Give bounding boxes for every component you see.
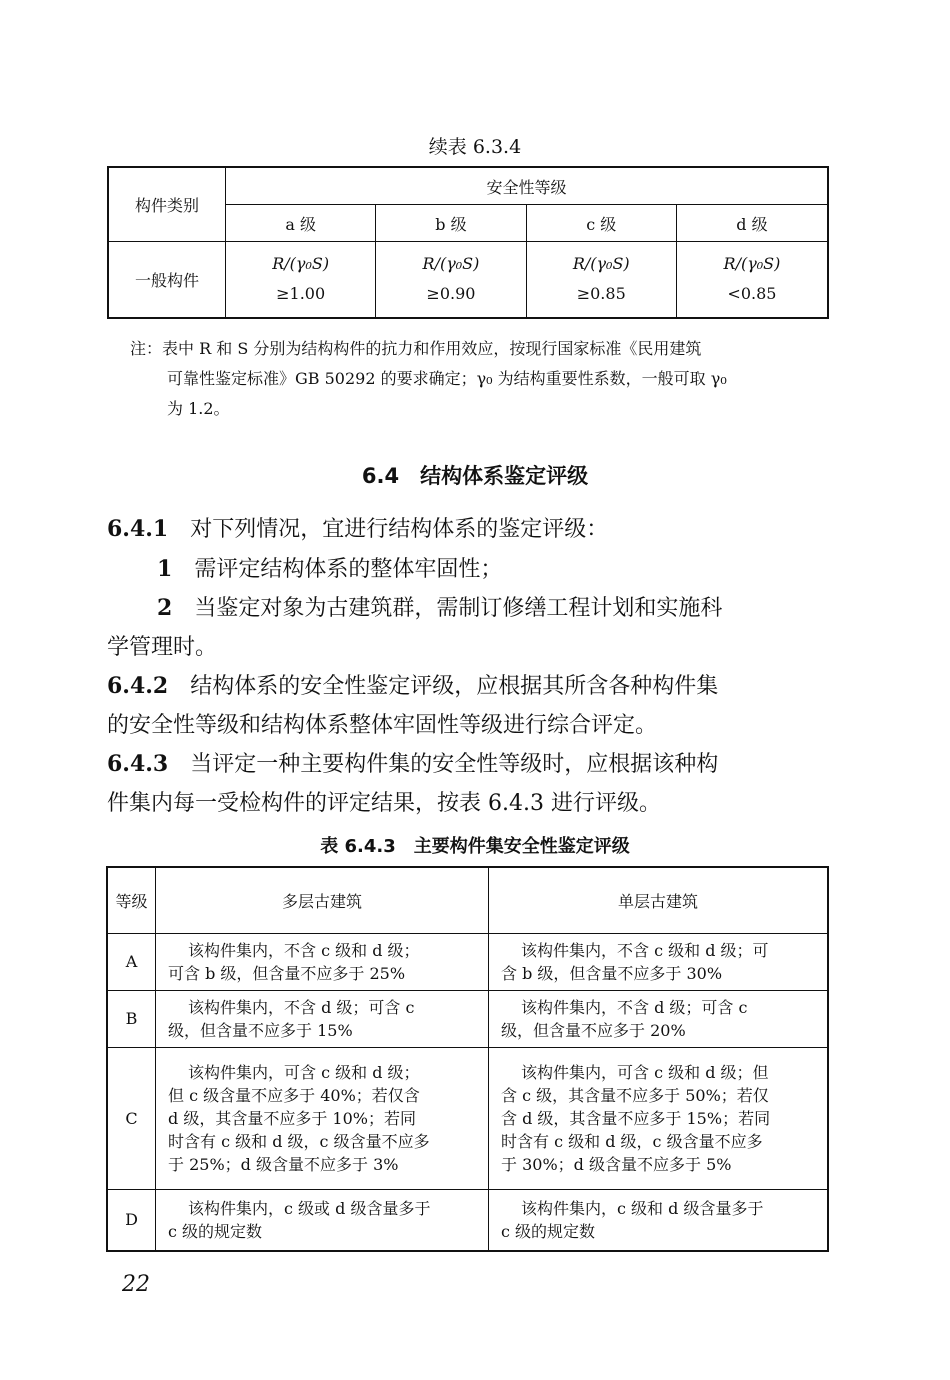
cell-line: 该构件集内，c 级和 d 级含量多于	[521, 1198, 764, 1218]
table-row	[107, 1189, 828, 1251]
table-row	[107, 933, 828, 990]
page-number: 22	[122, 1272, 150, 1297]
formula: R/(γ₀S)	[572, 254, 630, 274]
header-component-type: 构件类别	[108, 167, 226, 242]
multi-storey-cell	[156, 990, 489, 1047]
grade-d-header: d 级	[676, 205, 828, 242]
formula: R/(γ₀S)	[723, 254, 781, 274]
cell-line: 该构件集内，可含 c 级和 d 级；但	[521, 1062, 769, 1082]
grade-b-criterion	[376, 242, 526, 318]
header-single-storey: 单层古建筑	[489, 867, 829, 933]
row-general-component: 一般构件	[108, 242, 226, 318]
clause-6-4-1	[107, 510, 829, 550]
cell-line: c 级的规定数	[501, 1221, 596, 1241]
table-note	[130, 334, 830, 424]
clause-6-4-3-cont: 件集内每一受检构件的评定结果，按表 6.4.3 进行评级。	[107, 790, 661, 816]
cell-line: 于 30%；d 级含量不应多于 5%	[501, 1154, 732, 1174]
clause-item-1	[107, 550, 829, 590]
threshold: ≥0.85	[576, 284, 626, 304]
formula: R/(γ₀S)	[422, 254, 480, 274]
cell-line: 该构件集内，不含 d 级；可含 c	[188, 997, 415, 1017]
cell-line: 该构件集内，不含 d 级；可含 c	[521, 997, 748, 1017]
member-set-safety-table	[106, 866, 829, 1252]
table-row	[107, 990, 828, 1047]
clause-item-2	[107, 589, 829, 629]
table-row	[107, 1047, 828, 1189]
clause-text: 当评定一种主要构件集的安全性等级时，应根据该种构	[190, 752, 719, 777]
item-number: 2	[157, 595, 173, 621]
grade-cell: D	[107, 1189, 156, 1251]
grade-d-criterion	[676, 242, 828, 318]
threshold: ≥0.90	[426, 284, 476, 304]
clause-number: 6.4.1	[107, 516, 169, 542]
single-storey-cell	[489, 933, 829, 990]
clause-text: 结构体系的安全性鉴定评级，应根据其所含各种构件集	[190, 674, 719, 699]
formula: R/(γ₀S)	[272, 254, 330, 274]
grade-a-criterion	[226, 242, 376, 318]
grade-a-header: a 级	[226, 205, 376, 242]
cell-line: c 级的规定数	[168, 1221, 263, 1241]
safety-grade-table-continued	[107, 166, 829, 319]
note-line-3: 为 1.2。	[167, 399, 230, 418]
cell-line: 该构件集内，c 级或 d 级含量多于	[188, 1198, 431, 1218]
clause-number: 6.4.2	[107, 673, 169, 699]
single-storey-cell	[489, 1189, 829, 1251]
cell-line: 该构件集内，不含 c 级和 d 级；	[188, 940, 420, 960]
header-multi-storey: 多层古建筑	[156, 867, 489, 933]
item-text: 当鉴定对象为古建筑群，需制订修缮工程计划和实施科	[194, 596, 723, 621]
grade-b-header: b 级	[376, 205, 526, 242]
threshold: <0.85	[727, 284, 777, 304]
grade-cell: A	[107, 933, 156, 990]
cell-line: 含 b 级，但含量不应多于 30%	[501, 963, 723, 983]
item-text: 需评定结构体系的整体牢固性；	[194, 556, 503, 582]
item-number: 1	[157, 555, 173, 582]
multi-storey-cell	[156, 1047, 489, 1189]
cell-line: 可含 b 级，但含量不应多于 25%	[168, 963, 406, 983]
cell-line: 该构件集内，可含 c 级和 d 级；	[188, 1062, 420, 1082]
cell-line: 于 25%；d 级含量不应多于 3%	[168, 1154, 399, 1174]
cell-line: 时含有 c 级和 d 级，c 级含量不应多	[168, 1131, 430, 1151]
cell-line: 级，但含量不应多于 15%	[168, 1020, 353, 1040]
clause-number: 6.4.3	[107, 751, 169, 777]
clause-6-4-2	[107, 667, 829, 707]
note-label: 注：	[130, 339, 163, 358]
multi-storey-cell	[156, 1189, 489, 1251]
grade-c-header: c 级	[526, 205, 676, 242]
header-grade: 等级	[107, 867, 156, 933]
cell-line: 时含有 c 级和 d 级，c 级含量不应多	[501, 1131, 763, 1151]
cell-line: 该构件集内，不含 c 级和 d 级；可	[521, 940, 769, 960]
header-safety-grade: 安全性等级	[226, 167, 829, 205]
clauses-body	[107, 510, 829, 823]
section-title: 6.4 结构体系鉴定评级	[361, 464, 589, 488]
clause-item-2-cont: 学管理时。	[107, 634, 218, 660]
table1-caption: 续表 6.3.4	[428, 136, 522, 158]
clause-text: 对下列情况，宜进行结构体系的鉴定评级：	[190, 517, 609, 542]
table2-caption: 表 6.4.3 主要构件集安全性鉴定评级	[320, 836, 630, 857]
cell-line: 含 c 级，其含量不应多于 50%；若仅	[501, 1085, 769, 1105]
cell-line: 含 d 级，其含量不应多于 15%；若同	[501, 1108, 771, 1128]
single-storey-cell	[489, 1047, 829, 1189]
clause-6-4-3	[107, 745, 829, 785]
threshold: ≥1.00	[276, 284, 326, 304]
cell-line: d 级，其含量不应多于 10%；若同	[168, 1108, 416, 1128]
multi-storey-cell	[156, 933, 489, 990]
note-line-1: 表中 R 和 S 分别为结构构件的抗力和作用效应，按现行国家标准《民用建筑	[162, 339, 702, 358]
grade-c-criterion	[526, 242, 676, 318]
clause-6-4-2-cont: 的安全性等级和结构体系整体牢固性等级进行综合评定。	[107, 712, 658, 738]
note-line-2: 可靠性鉴定标准》GB 50292 的要求确定；γ₀ 为结构重要性系数，一般可取 γ₀	[167, 369, 727, 388]
grade-cell: C	[107, 1047, 156, 1189]
grade-cell: B	[107, 990, 156, 1047]
cell-line: 级，但含量不应多于 20%	[501, 1020, 686, 1040]
cell-line: 但 c 级含量不应多于 40%；若仅含	[168, 1085, 420, 1105]
single-storey-cell	[489, 990, 829, 1047]
